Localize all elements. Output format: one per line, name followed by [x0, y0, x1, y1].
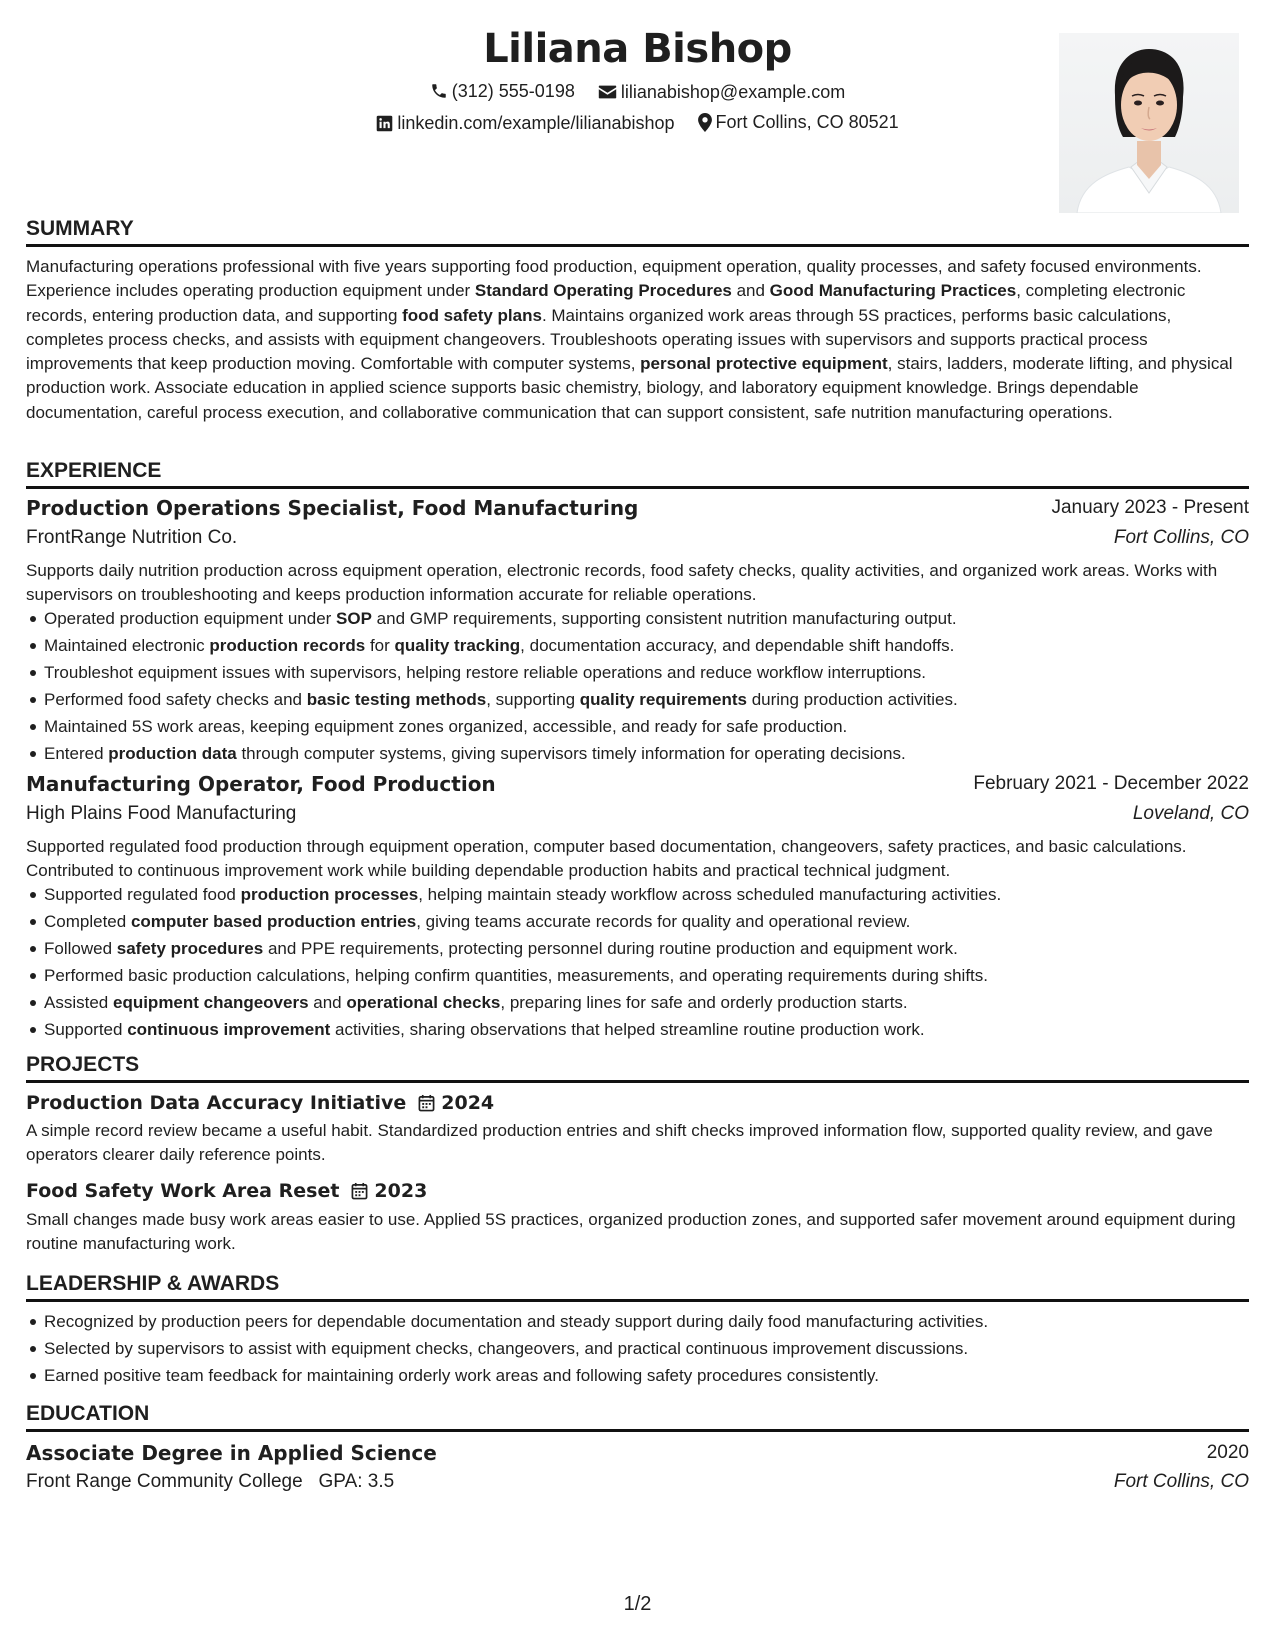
company-name: High Plains Food Manufacturing — [26, 803, 297, 824]
summary-text-part: , stairs, ladders, moderate lifting, and physical production work. Associate education in applied science supports basic chemistry, biology, and laboratory equipment knowledge. Brings dependable documentation, careful process execution, and collaborative communication that can support consistent, safe nutrition manufacturing operations. — [26, 354, 1233, 422]
email-text: lilianabishop@example.com — [620, 82, 846, 102]
education-heading: EDUCATION — [26, 1401, 1249, 1432]
project-name: Food Safety Work Area Reset — [26, 1180, 340, 1202]
calendar-icon — [418, 1094, 435, 1112]
keyword: production processes — [240, 885, 419, 904]
summary-text-part: and — [731, 281, 770, 301]
summary-text — [26, 255, 1249, 425]
experience-heading: EXPERIENCE — [26, 458, 1249, 489]
summary-keyword: food safety plans — [402, 305, 542, 325]
text: Assisted — [44, 993, 113, 1012]
phone-contact[interactable] — [430, 80, 575, 102]
profile-photo — [1059, 33, 1239, 213]
list-item — [44, 935, 1267, 962]
page-number: 1/2 — [623, 1593, 652, 1615]
keyword: continuous improvement — [127, 1020, 331, 1039]
text: during production activities. — [746, 690, 958, 709]
project-description: A simple record review became a useful habit. Standardized production entries and shift checks improved information flow, supported quality review, and gave operators clearer daily reference points. — [26, 1121, 1213, 1165]
list-item — [44, 605, 1267, 632]
text: activities, sharing observations that helped streamline routine production work. — [330, 1020, 925, 1039]
text: and — [308, 993, 347, 1012]
text: , documentation accuracy, and dependable shift handoffs. — [520, 636, 955, 655]
project-name: Production Data Accuracy Initiative — [26, 1092, 407, 1114]
gpa: GPA: 3.5 — [318, 1471, 395, 1492]
keyword: SOP — [336, 609, 372, 628]
text: Entered — [44, 744, 109, 763]
text: and GMP requirements, supporting consistent nutrition manufacturing output. — [371, 609, 957, 628]
keyword: computer based production entries — [130, 912, 417, 931]
project-title — [26, 1178, 427, 1204]
map-pin-icon — [698, 113, 712, 132]
summary-keyword: Good Manufacturing Practices — [769, 281, 1017, 301]
job-bullets — [26, 605, 1267, 767]
company-name: FrontRange Nutrition Co. — [26, 527, 238, 548]
keyword: production data — [108, 744, 237, 763]
text: Maintained 5S work areas, keeping equipment zones organized, accessible, and ready for safe production. — [44, 717, 848, 736]
calendar-icon — [351, 1182, 368, 1200]
envelope-icon — [598, 84, 617, 100]
leadership-heading: LEADERSHIP & AWARDS — [26, 1271, 1249, 1302]
summary-keyword: personal protective equipment — [640, 354, 888, 374]
job-dates: February 2021 - December 2022 — [973, 773, 1249, 794]
job-description: Supported regulated food production through equipment operation, computer based documentation, changeovers, safety practices, and basic calculations. Contributed to continuous improvement work while building dependable production habits and practical technical judgment. — [26, 837, 1187, 881]
text: Troubleshot equipment issues with supervisors, helping restore reliable operations and reduce workflow interruptions. — [44, 663, 926, 682]
summary-text-part: Manufacturing operations professional with five years supporting food production, equipment operation, quality processes, and safety focused environments. Experience includes operating production equipment under — [26, 257, 1202, 301]
keyword: quality tracking — [394, 636, 521, 655]
text: Maintained electronic — [44, 636, 210, 655]
job-dates: January 2023 - Present — [1051, 497, 1249, 518]
project-year: 2023 — [374, 1180, 428, 1202]
job-description: Supports daily nutrition production across equipment operation, electronic records, food safety checks, quality activities, and organized work areas. Works with supervisors on troubleshooting and keeps production information accurate for reliable operations. — [26, 561, 1218, 605]
linkedin-text: linkedin.com/example/lilianabishop — [397, 113, 675, 133]
list-item — [44, 713, 1267, 740]
resume-header — [26, 20, 1249, 210]
project-title — [26, 1090, 494, 1116]
list-item: Earned positive team feedback for maintaining orderly work areas and following safety procedures consistently. — [44, 1362, 1267, 1389]
list-item: Recognized by production peers for dependable documentation and steady support during daily food manufacturing activities. — [44, 1308, 1267, 1335]
text: Supported — [44, 1020, 128, 1039]
list-item — [44, 989, 1267, 1016]
location-text: Fort Collins, CO 80521 — [715, 112, 899, 132]
list-item: Selected by supervisors to assist with equipment checks, changeovers, and practical continuous improvement discussions. — [44, 1335, 1267, 1362]
linkedin-icon — [376, 115, 393, 132]
keyword: production records — [209, 636, 366, 655]
text: and PPE requirements, protecting personnel during routine production and equipment work. — [263, 939, 958, 958]
text: for — [365, 636, 395, 655]
text: Completed — [44, 912, 131, 931]
resume-page — [26, 0, 1249, 1650]
summary-keyword: Standard Operating Procedures — [474, 281, 732, 301]
keyword: equipment changeovers — [112, 993, 309, 1012]
keyword: safety procedures — [116, 939, 264, 958]
keyword: operational checks — [346, 993, 501, 1012]
list-item — [44, 686, 1267, 713]
summary-text-part: , completing electronic records, entering production data, and supporting — [26, 281, 1186, 325]
text: Supported regulated food — [44, 885, 241, 904]
text: through computer systems, giving supervisors timely information for operating decisions. — [236, 744, 906, 763]
summary-text-part: . Maintains organized work areas through 5S practices, performs basic calculations, completes process checks, and assists with equipment changeovers. Troubleshoots operating issues with supervisors and supports practical process improvements that keep production moving. Comfortable with computer systems, — [26, 305, 1172, 374]
email-contact[interactable] — [598, 81, 845, 103]
list-item — [44, 740, 1267, 767]
list-item — [44, 659, 1267, 686]
list-item — [44, 632, 1267, 659]
job-location: Loveland, CO — [1132, 803, 1249, 824]
list-item — [44, 962, 1267, 989]
candidate-name: Liliana Bishop — [483, 26, 792, 72]
list-item — [44, 1016, 1267, 1043]
linkedin-contact[interactable] — [376, 112, 674, 134]
phone-icon — [430, 82, 448, 100]
text: Performed basic production calculations, helping confirm quantities, measurements, and operating requirements during shifts. — [44, 966, 988, 985]
text: Followed — [44, 939, 117, 958]
project-description: Small changes made busy work areas easier to use. Applied 5S practices, organized production zones, and supported safer movement around equipment during routine manufacturing work. — [26, 1210, 1236, 1254]
school-name: Front Range Community College — [26, 1471, 303, 1492]
leadership-bullets — [26, 1308, 1267, 1389]
text: , supporting — [486, 690, 580, 709]
degree-title: Associate Degree in Applied Science — [26, 1441, 437, 1465]
job-location: Fort Collins, CO — [1113, 527, 1249, 548]
education-location: Fort Collins, CO — [1113, 1471, 1249, 1492]
project-year: 2024 — [441, 1092, 495, 1114]
text: Operated production equipment under — [44, 609, 337, 628]
keyword: quality requirements — [579, 690, 747, 709]
text: , helping maintain steady workflow across scheduled manufacturing activities. — [418, 885, 1002, 904]
education-year: 2020 — [1206, 1442, 1249, 1463]
list-item — [44, 881, 1267, 908]
phone-text: (312) 555-0198 — [451, 81, 575, 101]
keyword: basic testing methods — [306, 690, 487, 709]
job-title: Manufacturing Operator, Food Production — [26, 772, 496, 796]
school-line — [26, 1469, 394, 1495]
location-contact — [698, 111, 899, 133]
job-bullets — [26, 881, 1267, 1043]
list-item — [44, 908, 1267, 935]
text: , giving teams accurate records for quality and operational review. — [416, 912, 911, 931]
projects-heading: PROJECTS — [26, 1052, 1249, 1083]
job-title: Production Operations Specialist, Food Manufacturing — [26, 496, 639, 520]
text: Performed food safety checks and — [44, 690, 307, 709]
summary-heading: SUMMARY — [26, 216, 1249, 247]
text: , preparing lines for safe and orderly production starts. — [500, 993, 908, 1012]
